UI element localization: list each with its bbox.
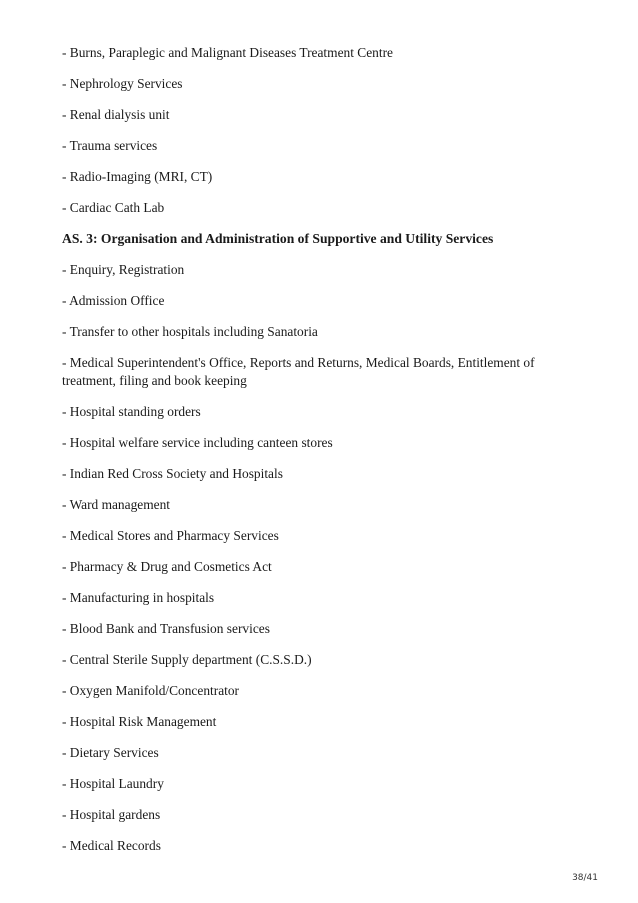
- list-item: - Burns, Paraplegic and Malignant Diseases Treatment Centre: [62, 45, 393, 60]
- list-item: - Hospital welfare service including canteen stores: [62, 435, 333, 450]
- list-item: - Hospital Laundry: [62, 776, 164, 791]
- list-item: - Hospital Risk Management: [62, 714, 217, 729]
- document-content: [62, 44, 582, 868]
- list-item: - Indian Red Cross Society and Hospitals: [62, 466, 283, 481]
- list-item: - Trauma services: [62, 138, 158, 153]
- list-item: - Oxygen Manifold/Concentrator: [62, 683, 240, 698]
- list-item: - Radio-Imaging (MRI, CT): [62, 169, 213, 184]
- list-item: - Medical Superintendent's Office, Reports and Returns, Medical Boards, Entitlement of treatment, filing and book keeping: [62, 355, 535, 388]
- list-item: - Nephrology Services: [62, 76, 183, 91]
- list-item: - Medical Records: [62, 838, 161, 853]
- list-item: - Dietary Services: [62, 745, 159, 760]
- list-item: - Renal dialysis unit: [62, 107, 170, 122]
- list-item: - Transfer to other hospitals including Sanatoria: [62, 324, 318, 339]
- list-item: - Pharmacy & Drug and Cosmetics Act: [62, 559, 272, 574]
- list-item: - Medical Stores and Pharmacy Services: [62, 528, 279, 543]
- list-item: - Central Sterile Supply department (C.S.S.D.): [62, 652, 312, 667]
- list-item: - Hospital gardens: [62, 807, 161, 822]
- list-item: - Ward management: [62, 497, 170, 512]
- list-item: - Hospital standing orders: [62, 404, 201, 419]
- list-item: - Admission Office: [62, 293, 165, 308]
- list-item: - Enquiry, Registration: [62, 262, 185, 277]
- page-number: 38/41: [572, 873, 598, 883]
- list-item: - Cardiac Cath Lab: [62, 200, 165, 215]
- list-item: - Manufacturing in hospitals: [62, 590, 215, 605]
- list-item: - Blood Bank and Transfusion services: [62, 621, 270, 636]
- section-heading: AS. 3: Organisation and Administration of Supportive and Utility Services: [62, 231, 494, 246]
